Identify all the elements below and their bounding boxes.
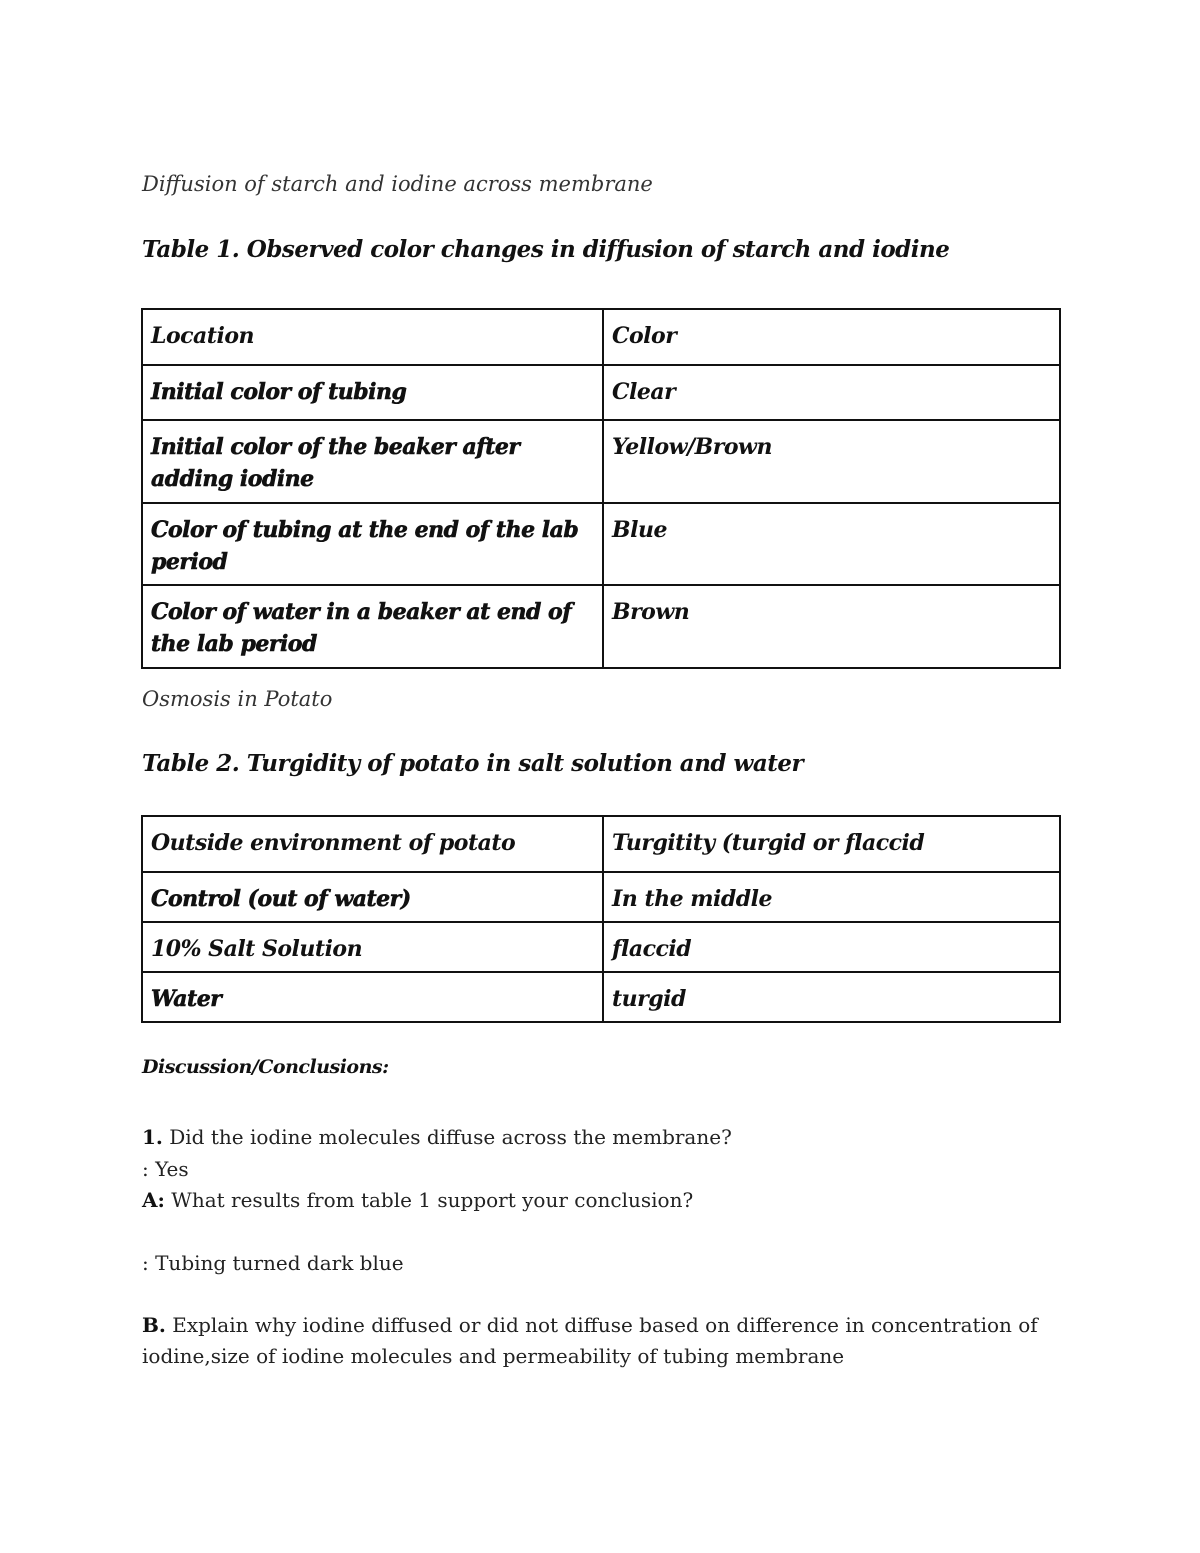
- section-title-osmosis: Osmosis in Potato: [142, 687, 333, 711]
- table2-cell-turgidity: In the middle: [603, 872, 1060, 922]
- table-row: [142, 972, 1060, 1022]
- question-b-label: B.: [142, 1313, 166, 1337]
- section-title-diffusion: Diffusion of starch and iodine across membrane: [142, 172, 653, 196]
- table2-cell-turgidity: flaccid: [603, 922, 1060, 972]
- table1-header-color: Color: [603, 309, 1060, 365]
- question-b: [142, 1313, 1038, 1337]
- table1-cell-location: Color of tubing at the end of the lab period: [142, 503, 603, 585]
- table2-cell-environment: 10% Salt Solution: [142, 922, 603, 972]
- table2-cell-environment: Control (out of water): [142, 872, 603, 922]
- table2-header-environment: Outside environment of potato: [142, 816, 603, 872]
- table-row: [142, 503, 1060, 585]
- table1-cell-location: Initial color of the beaker after adding iodine: [142, 420, 603, 503]
- table-row: [142, 365, 1060, 420]
- table1-header-location: Location: [142, 309, 603, 365]
- table1-cell-location: Initial color of tubing: [142, 365, 603, 420]
- table-row: [142, 922, 1060, 972]
- question-1: [142, 1125, 732, 1149]
- table1-cell-color: Clear: [603, 365, 1060, 420]
- question-a-answer: : Tubing turned dark blue: [142, 1251, 404, 1275]
- table1-caption: Table 1. Observed color changes in diffusion of starch and iodine: [142, 236, 950, 263]
- table-row: [142, 585, 1060, 668]
- discussion-heading: Discussion/Conclusions:: [142, 1056, 389, 1078]
- question-a: [142, 1188, 693, 1212]
- table2-cell-turgidity: turgid: [603, 972, 1060, 1022]
- table1-cell-color: Brown: [603, 585, 1060, 668]
- table1-header-row: [142, 309, 1060, 365]
- table-row: [142, 420, 1060, 503]
- table1-cell-location: Color of water in a beaker at end of the lab period: [142, 585, 603, 668]
- table1: [141, 308, 1061, 669]
- question-1-label: 1.: [142, 1125, 163, 1149]
- table2: [141, 815, 1061, 1023]
- table2-cell-environment: Water: [142, 972, 603, 1022]
- table2-header-turgidity: Turgitity (turgid or flaccid: [603, 816, 1060, 872]
- table1-cell-color: Blue: [603, 503, 1060, 585]
- question-b-text: Explain why iodine diffused or did not diffuse based on difference in concentration of: [165, 1313, 1038, 1337]
- table2-header-row: [142, 816, 1060, 872]
- question-a-label: A:: [142, 1188, 165, 1212]
- question-a-text: What results from table 1 support your conclusion?: [164, 1188, 694, 1212]
- question-b-text-continued: iodine,size of iodine molecules and permeability of tubing membrane: [142, 1344, 845, 1368]
- table1-cell-color: Yellow/Brown: [603, 420, 1060, 503]
- table2-caption: Table 2. Turgidity of potato in salt solution and water: [142, 750, 804, 777]
- table-row: [142, 872, 1060, 922]
- question-1-text: Did the iodine molecules diffuse across the membrane?: [162, 1125, 732, 1149]
- question-1-answer: : Yes: [142, 1157, 189, 1181]
